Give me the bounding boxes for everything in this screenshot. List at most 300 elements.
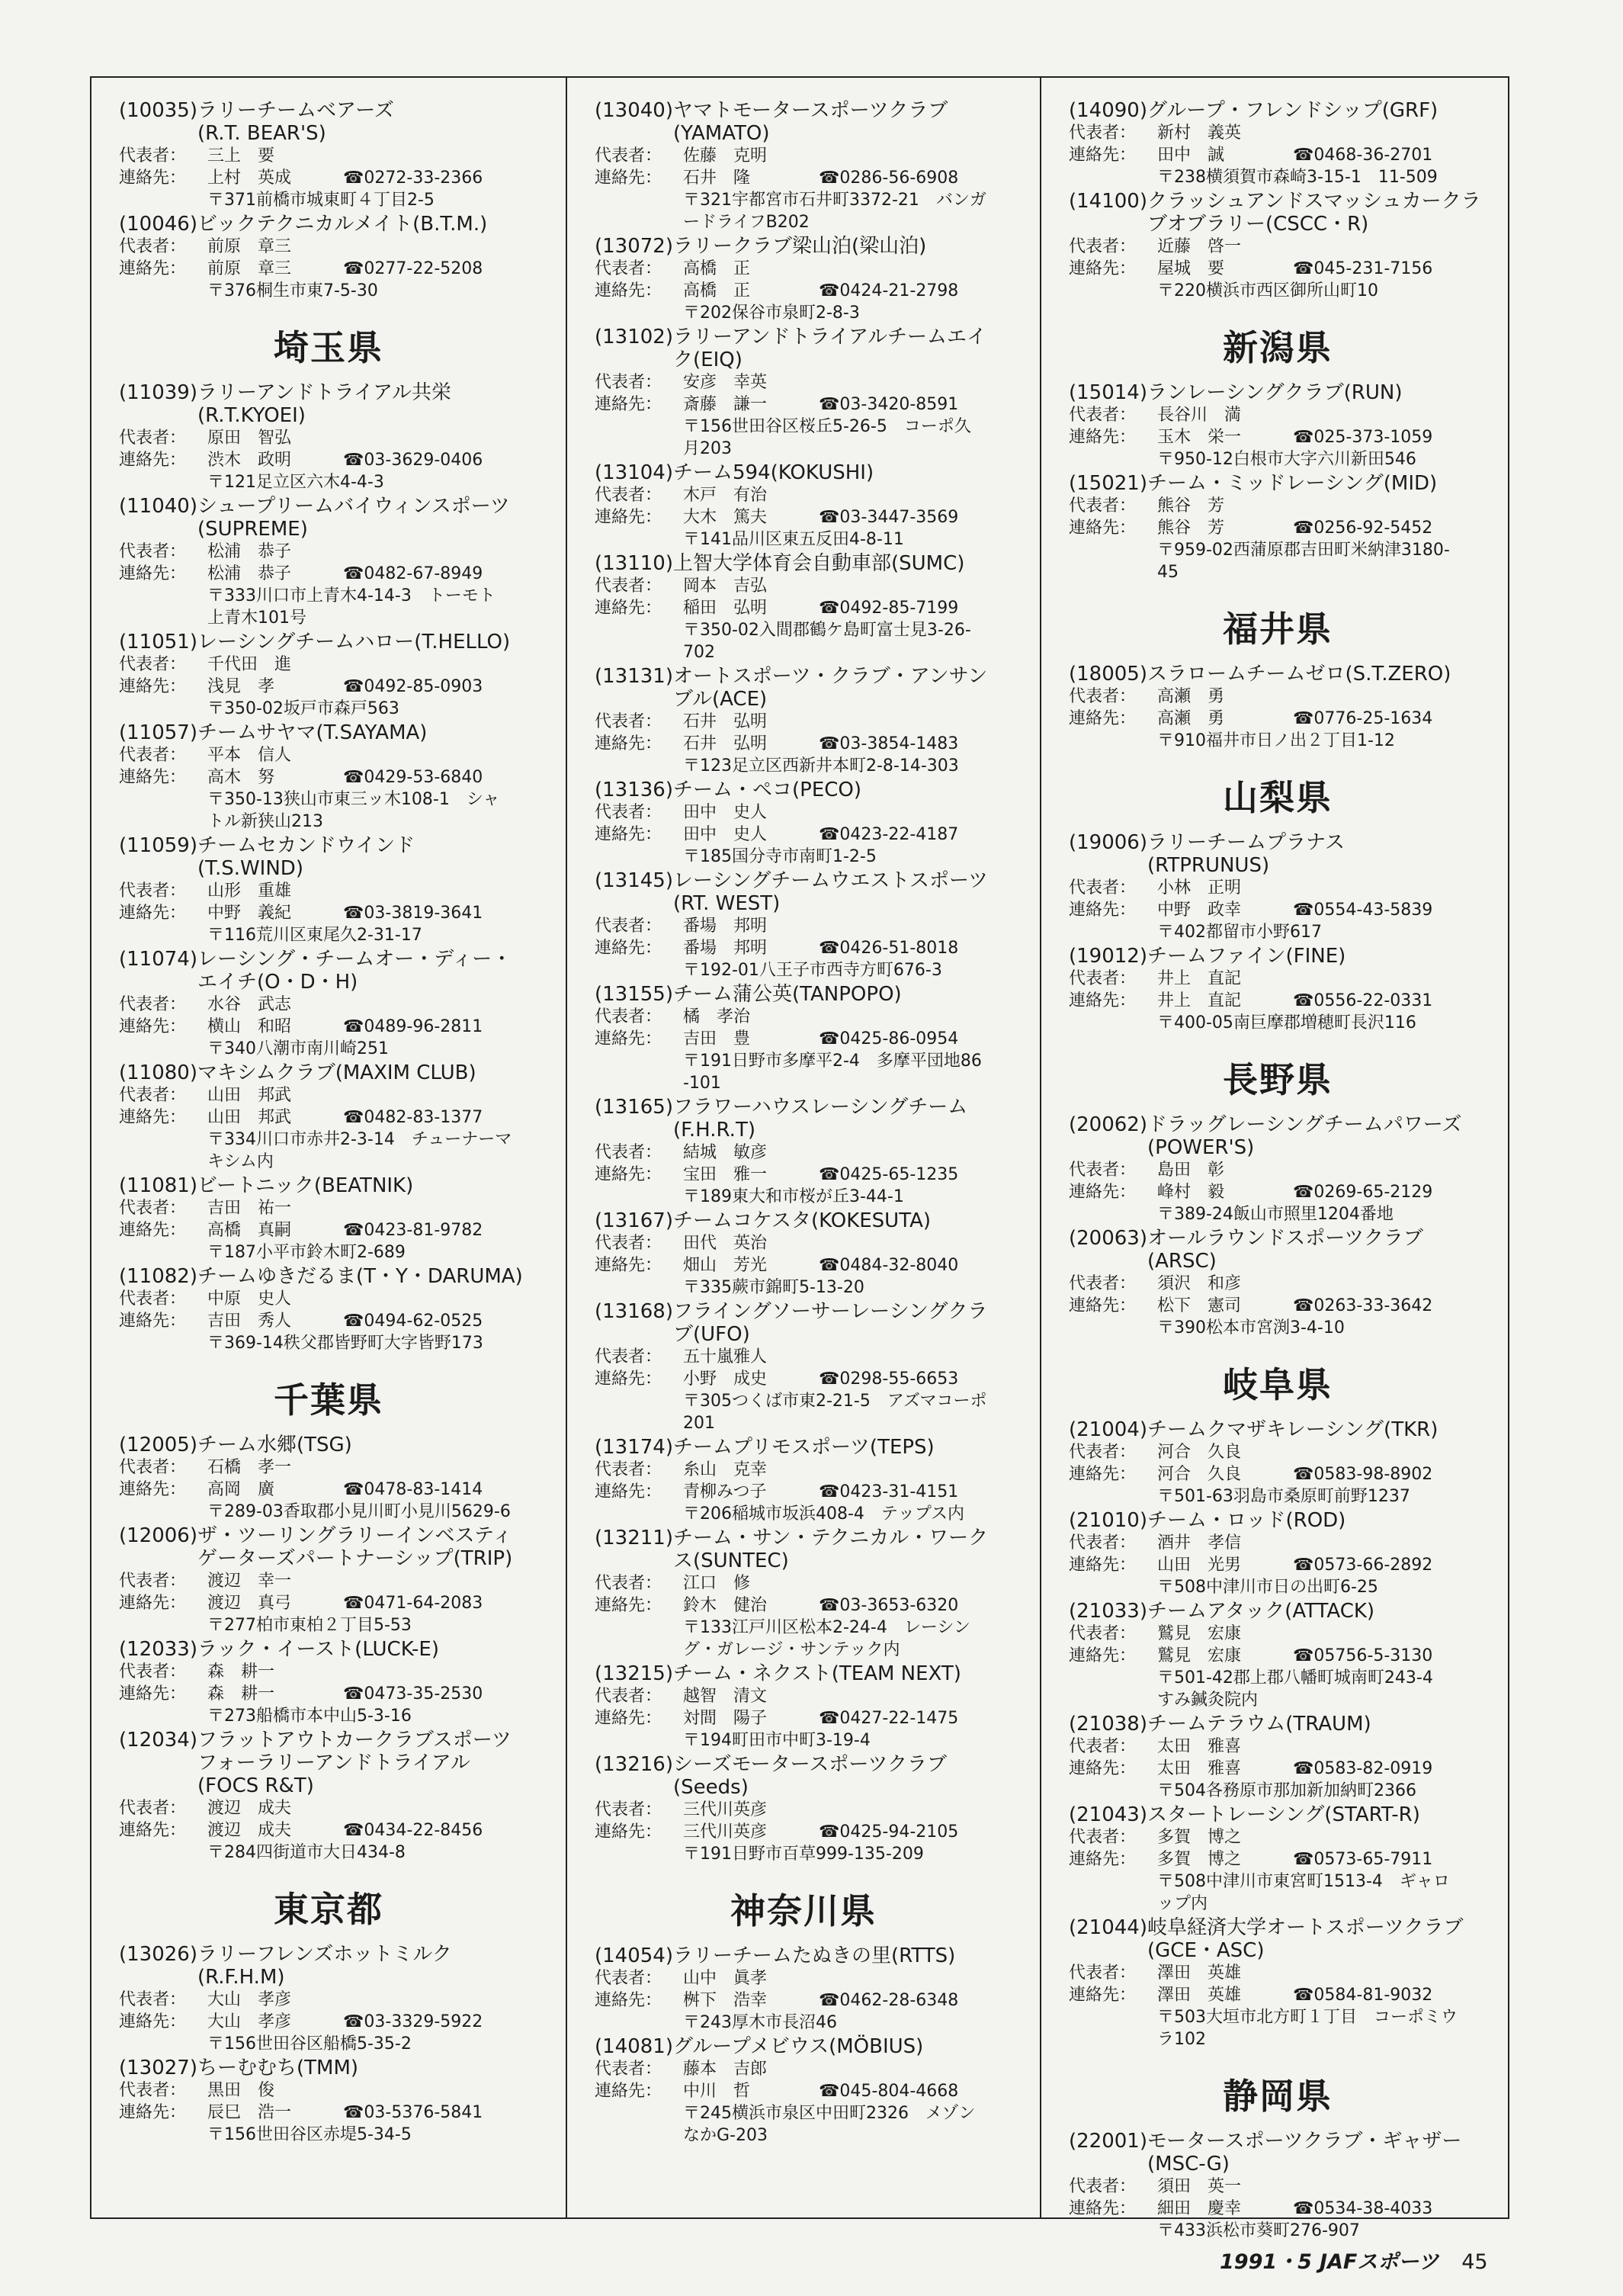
club-entry (1069, 2130, 1487, 2242)
club-entry (119, 381, 538, 493)
representative-row (119, 1084, 538, 1106)
postal-address: 〒191日野市百草999-135-209 (683, 1845, 924, 1864)
contact-label: 連絡先： (595, 1709, 662, 1728)
club-code: (15014) (1069, 381, 1147, 404)
contact-row (1069, 1181, 1487, 1203)
club-name: チームコケスタ(KOKESUTA) (673, 1209, 932, 1232)
club-code: (11051) (119, 631, 197, 653)
phone-number: ☎0484-32-8040 (819, 1256, 959, 1275)
representative-name: 長谷川 満 (1157, 406, 1242, 425)
contact-label: 連絡先： (595, 1029, 662, 1048)
postal-address: 〒305つくば市東2-21-5 アズマコーポ 201 (683, 1392, 987, 1433)
phone-number: ☎0425-86-0954 (819, 1029, 959, 1048)
contact-row (119, 1479, 538, 1501)
club-header (1069, 1113, 1487, 1159)
postal-address: 〒369-14秩父郡皆野町大字皆野173 (207, 1334, 483, 1353)
contact-row (1069, 258, 1487, 280)
contact-row (119, 1683, 538, 1705)
contact-name: 対間 陽子 (683, 1709, 768, 1728)
club-entry (1069, 1713, 1487, 1802)
representative-name: 五十嵐雅人 (683, 1347, 768, 1366)
representative-label: 代表者： (595, 576, 662, 596)
representative-row (119, 236, 538, 258)
postal-address: 〒191日野市多摩平2-4 多摩平団地86 -101 (683, 1052, 982, 1093)
representative-name: 多賀 博之 (1157, 1828, 1242, 1847)
club-header (595, 869, 1012, 915)
phone-number: ☎0426-51-8018 (819, 939, 959, 958)
club-entry (595, 665, 1012, 777)
club-header (119, 1943, 538, 1989)
club-code: (13211) (595, 1527, 673, 1549)
contact-name: 大木 篤夫 (683, 508, 768, 527)
representative-name: 番場 邦明 (683, 917, 768, 936)
representative-label: 代表者： (119, 1990, 187, 2009)
contact-name: 桝下 浩幸 (683, 1991, 768, 2010)
contact-row (119, 1592, 538, 1614)
postal-address: 〒950-12白根市大字六川新田546 (1157, 450, 1416, 469)
representative-label: 代表者： (595, 373, 662, 392)
club-header (595, 1944, 1012, 1967)
postal-address: 〒202保谷市泉町2-8-3 (683, 303, 860, 323)
representative-name: 前原 章三 (207, 237, 292, 256)
contact-label: 連絡先： (119, 1480, 187, 1499)
contact-label: 連絡先： (1069, 1183, 1137, 1202)
contact-row (119, 676, 538, 698)
representative-name: 糸山 克幸 (683, 1460, 768, 1479)
contact-name: 鷲見 宏康 (1157, 1646, 1242, 1665)
contact-name: 横山 和昭 (207, 1017, 292, 1036)
contact-label: 連絡先： (1069, 259, 1137, 278)
representative-name: 澤田 英雄 (1157, 1964, 1242, 1983)
club-code: (21033) (1069, 1600, 1147, 1623)
representative-row (119, 1570, 538, 1592)
contact-label: 連絡先： (1069, 901, 1137, 920)
representative-label: 代表者： (1069, 1828, 1137, 1847)
club-entry (119, 1265, 538, 1354)
contact-name: 山田 光男 (1157, 1556, 1242, 1575)
representative-row (595, 575, 1012, 597)
club-entry (119, 495, 538, 629)
contact-row (119, 1016, 538, 1038)
representative-name: 大山 孝彦 (207, 1990, 292, 2009)
club-name: レーシング・チームオー・ディー・ エイチ(O・D・H) (197, 948, 512, 994)
phone-number: ☎0492-85-0903 (343, 677, 483, 696)
contact-row (1069, 1554, 1487, 1576)
contact-row (1069, 426, 1487, 448)
representative-label: 代表者： (595, 1234, 662, 1253)
representative-label: 代表者： (1069, 1443, 1137, 1462)
contact-label: 連絡先： (595, 395, 662, 414)
contact-row (595, 1368, 1012, 1390)
contact-name: 中川 哲 (683, 2082, 751, 2101)
club-code: (10035) (119, 99, 197, 122)
representative-row (119, 1456, 538, 1479)
contact-name: 松浦 恭子 (207, 564, 292, 583)
contact-row (1069, 144, 1487, 166)
representative-name: 三代川英彦 (683, 1800, 768, 1819)
club-code: (19012) (1069, 945, 1147, 968)
club-code: (11080) (119, 1061, 197, 1084)
phone-number: ☎03-5376-5841 (343, 2103, 483, 2122)
representative-row (119, 427, 538, 449)
contact-label: 連絡先： (595, 599, 662, 618)
column-2 (566, 78, 1023, 2217)
club-header (1069, 1418, 1487, 1441)
club-header (119, 213, 538, 236)
club-header (119, 834, 538, 880)
phone-number: ☎0573-66-2892 (1293, 1556, 1433, 1575)
phone-number: ☎0427-22-1475 (819, 1709, 959, 1728)
club-entry (595, 1300, 1012, 1434)
representative-label: 代表者： (119, 995, 187, 1014)
postal-address: 〒238横須賀市森崎3-15-1 11-509 (1157, 168, 1438, 187)
representative-label: 代表者： (119, 2081, 187, 2100)
representative-row (1069, 1962, 1487, 1984)
club-header (119, 1729, 538, 1797)
representative-name: 吉田 祐一 (207, 1199, 292, 1218)
contact-row (595, 2080, 1012, 2102)
postal-address: 〒156世田谷区桜丘5-26-5 コーポ久 月203 (683, 417, 971, 458)
club-header (595, 983, 1012, 1006)
club-name: チームテラウム(TRAUM) (1147, 1713, 1371, 1736)
phone-number: ☎0272-33-2366 (343, 169, 483, 188)
contact-name: 高岡 廣 (207, 1480, 275, 1499)
contact-name: 上村 英成 (207, 169, 292, 188)
representative-row (595, 1006, 1012, 1028)
prefecture-heading: 埼玉県 (274, 327, 383, 368)
contact-name: 高橋 正 (683, 281, 751, 300)
club-entry (595, 1096, 1012, 1208)
contact-label: 連絡先： (1069, 1850, 1137, 1869)
postal-address: 〒504各務原市那加新加納町2366 (1157, 1781, 1416, 1800)
contact-name: 宝田 雅一 (683, 1165, 768, 1184)
contact-name: 高木 努 (207, 768, 275, 787)
contact-label: 連絡先： (119, 564, 187, 583)
representative-row (119, 1661, 538, 1683)
club-header (119, 495, 538, 541)
representative-row (1069, 495, 1487, 517)
club-header (1069, 381, 1487, 404)
club-entry (1069, 1916, 1487, 2050)
postal-address: 〒116荒川区東尾久2-31-17 (207, 926, 422, 945)
postal-address: 〒959-02西蒲原郡吉田町米納津3180- 45 (1157, 541, 1450, 582)
postal-address: 〒284四街道市大日434-8 (207, 1843, 406, 1862)
club-name: フラットアウトカークラブスポーツ フォーラリーアンドトライアル (FOCS R&T) (197, 1729, 512, 1797)
representative-row (119, 1797, 538, 1819)
club-code: (14100) (1069, 190, 1147, 213)
club-entry (119, 631, 538, 720)
representative-label: 代表者： (595, 2060, 662, 2079)
club-entry (1069, 1600, 1487, 1711)
phone-number: ☎0269-65-2129 (1293, 1183, 1433, 1202)
representative-row (1069, 1532, 1487, 1554)
contact-label: 連絡先： (119, 169, 187, 188)
club-header (595, 1753, 1012, 1799)
representative-label: 代表者： (1069, 687, 1137, 706)
postal-address: 〒389-24飯山市照里1204番地 (1157, 1205, 1394, 1224)
representative-label: 代表者： (119, 1458, 187, 1477)
representative-name: 水谷 武志 (207, 995, 292, 1014)
representative-name: 井上 直記 (1157, 969, 1242, 988)
club-header (1069, 1600, 1487, 1623)
representative-label: 代表者： (595, 1969, 662, 1988)
contact-row (595, 506, 1012, 528)
representative-name: 三上 要 (207, 146, 275, 165)
club-entry (1069, 1227, 1487, 1339)
contact-label: 連絡先： (119, 1312, 187, 1331)
club-entry (595, 1527, 1012, 1661)
representative-label: 代表者： (119, 1799, 187, 1818)
club-entry (595, 1944, 1012, 2034)
club-header (119, 381, 538, 427)
club-entry (1069, 190, 1487, 302)
phone-number: ☎0462-28-6348 (819, 1991, 959, 2010)
representative-label: 代表者： (119, 1572, 187, 1591)
phone-number: ☎0425-65-1235 (819, 1165, 959, 1184)
representative-label: 代表者： (1069, 1624, 1137, 1643)
page-footer (1220, 2245, 1488, 2275)
representative-name: 熊谷 芳 (1157, 496, 1225, 515)
contact-label: 連絡先： (119, 1821, 187, 1840)
contact-name: 田中 誠 (1157, 146, 1225, 165)
contact-label: 連絡先： (1069, 1646, 1137, 1665)
representative-row (595, 1232, 1012, 1254)
club-header (595, 2035, 1012, 2058)
club-entry (119, 834, 538, 946)
phone-number: ☎03-3854-1483 (819, 734, 959, 753)
representative-name: 高橋 正 (683, 259, 751, 278)
club-name: チーム・ミッドレーシング(MID) (1147, 472, 1438, 495)
phone-number: ☎0776-25-1634 (1293, 709, 1433, 728)
representative-row (119, 1989, 538, 2011)
contact-label: 連絡先： (595, 1370, 662, 1389)
phone-number: ☎0489-96-2811 (343, 1017, 483, 1036)
phone-number: ☎0473-35-2530 (343, 1684, 483, 1704)
representative-label: 代表者： (1069, 406, 1137, 425)
club-code: (11074) (119, 948, 197, 971)
club-header (1069, 1916, 1487, 1962)
postal-address: 〒501-63羽島市桑原町前野1237 (1157, 1487, 1410, 1506)
club-code: (13165) (595, 1096, 673, 1119)
contact-name: 大山 孝彦 (207, 2012, 292, 2031)
club-code: (13145) (595, 869, 673, 892)
representative-row (1069, 1441, 1487, 1463)
representative-name: 千代田 進 (207, 655, 292, 674)
representative-label: 代表者： (595, 1574, 662, 1593)
representative-label: 代表者： (119, 1199, 187, 1218)
postal-address: 〒156世田谷区船橋5-35-2 (207, 2034, 412, 2054)
postal-address: 〒371前橋市城東町４丁目2-5 (207, 191, 435, 210)
representative-label: 代表者： (1069, 1161, 1137, 1180)
club-header (595, 1096, 1012, 1142)
phone-number: ☎0429-53-6840 (343, 768, 483, 787)
representative-label: 代表者： (119, 542, 187, 561)
representative-label: 代表者： (595, 1007, 662, 1026)
club-code: (13026) (119, 1943, 197, 1966)
representative-label: 代表者： (595, 803, 662, 822)
club-entry (595, 235, 1012, 324)
club-entry (119, 1524, 538, 1636)
phone-number: ☎03-3329-5922 (343, 2012, 483, 2031)
club-name: ちーむむち(TMM) (197, 2057, 359, 2079)
postal-address: 〒206稲城市坂浜408-4 テップス内 (683, 1504, 965, 1524)
club-code: (15021) (1069, 472, 1147, 495)
club-entry (1069, 945, 1487, 1034)
club-entry (119, 721, 538, 833)
representative-name: 須田 英一 (1157, 2177, 1242, 2196)
contact-name: 山田 邦武 (207, 1108, 292, 1127)
contact-label: 連絡先： (119, 677, 187, 696)
representative-name: 渡辺 幸一 (207, 1572, 292, 1591)
contact-name: 中野 義紀 (207, 904, 292, 923)
representative-label: 代表者： (1069, 237, 1137, 256)
representative-name: 高瀬 勇 (1157, 687, 1225, 706)
contact-label: 連絡先： (1069, 1759, 1137, 1778)
club-name: チームゆきだるま(T・Y・DARUMA) (197, 1265, 523, 1288)
representative-name: 新村 義英 (1157, 124, 1242, 143)
contact-name: 吉田 秀人 (207, 1312, 292, 1331)
contact-row (1069, 1295, 1487, 1317)
club-header (119, 1524, 538, 1570)
representative-name: 越智 清文 (683, 1687, 768, 1706)
representative-name: 河合 久良 (1157, 1443, 1242, 1462)
contact-name: 太田 雅喜 (1157, 1759, 1242, 1778)
representative-row (1069, 1623, 1487, 1645)
contact-label: 連絡先： (1069, 428, 1137, 447)
postal-address: 〒123足立区西新井本町2-8-14-303 (683, 756, 959, 776)
contact-label: 連絡先： (119, 259, 187, 278)
representative-name: 石橋 孝一 (207, 1458, 292, 1477)
contact-row (595, 1481, 1012, 1503)
representative-name: 酒井 孝信 (1157, 1533, 1242, 1553)
representative-row (119, 880, 538, 902)
club-header (119, 1265, 538, 1288)
phone-number: ☎0277-22-5208 (343, 259, 483, 278)
contact-row (119, 1310, 538, 1332)
postal-address: 〒185国分寺市南町1-2-5 (683, 847, 877, 866)
club-code: (13131) (595, 665, 673, 688)
contact-row (119, 902, 538, 924)
phone-number: ☎05756-5-3130 (1293, 1646, 1433, 1665)
postal-address: 〒192-01八王子市西寺方町676-3 (683, 961, 942, 980)
postal-address: 〒335蕨市錦町5-13-20 (683, 1278, 864, 1297)
contact-row (119, 2102, 538, 2124)
postal-address: 〒503大垣市北方町１丁目 コーポミウ ラ102 (1157, 2008, 1458, 2049)
contact-name: 小野 成史 (683, 1370, 768, 1389)
club-name: ラリーチームプラナス (RTPRUNUS) (1147, 831, 1345, 877)
contact-row (1069, 1758, 1487, 1780)
club-entry (595, 869, 1012, 981)
representative-row (595, 371, 1012, 393)
phone-number: ☎03-3420-8591 (819, 395, 959, 414)
contact-name: 井上 直記 (1157, 991, 1242, 1010)
representative-row (1069, 1159, 1487, 1181)
club-name: チームプリモスポーツ(TEPS) (673, 1436, 935, 1459)
club-code: (21038) (1069, 1713, 1147, 1736)
club-name: ラリーフレンズホットミルク (R.F.H.M) (197, 1943, 452, 1989)
phone-number: ☎0425-94-2105 (819, 1822, 959, 1842)
representative-label: 代表者： (1069, 1737, 1137, 1756)
phone-number: ☎0423-22-4187 (819, 825, 959, 844)
club-entry (119, 1943, 538, 2055)
contact-label: 連絡先： (1069, 519, 1137, 538)
contact-label: 連絡先： (595, 2082, 662, 2101)
representative-label: 代表者： (1069, 1274, 1137, 1293)
club-entry (595, 1436, 1012, 1525)
club-header (1069, 1803, 1487, 1826)
representative-name: 田中 史人 (683, 803, 768, 822)
club-code: (14054) (595, 1944, 673, 1967)
club-code: (20063) (1069, 1227, 1147, 1250)
club-entry (119, 1729, 538, 1864)
representative-name: 中原 史人 (207, 1289, 292, 1309)
phone-number: ☎0263-33-3642 (1293, 1296, 1433, 1315)
representative-row (1069, 122, 1487, 144)
club-name: チームクマザキレーシング(TKR) (1147, 1418, 1439, 1441)
postal-address: 〒194町田市中町3-19-4 (683, 1731, 871, 1750)
club-code: (13027) (119, 2057, 197, 2079)
contact-name: 畑山 芳光 (683, 1256, 768, 1275)
representative-name: 小林 正明 (1157, 878, 1242, 898)
contact-label: 連絡先： (595, 508, 662, 527)
representative-row (119, 145, 538, 167)
representative-row (595, 145, 1012, 167)
contact-name: 斎藤 謙一 (683, 395, 768, 414)
representative-label: 代表者： (119, 429, 187, 448)
contact-row (119, 1819, 538, 1842)
postal-address: 〒289-03香取郡小見川町小見川5629-6 (207, 1502, 511, 1521)
club-name: レーシングチームウエストスポーツ (RT. WEST) (673, 869, 989, 915)
club-code: (13216) (595, 1753, 673, 1776)
club-name: スタートレーシング(START-R) (1147, 1803, 1420, 1826)
club-code: (10046) (119, 213, 197, 236)
postal-address: 〒501-42郡上郡八幡町城南町243-4 すみ鍼灸院内 (1157, 1668, 1433, 1710)
club-code: (19006) (1069, 831, 1147, 854)
representative-row (119, 653, 538, 676)
contact-name: 鈴木 健治 (683, 1596, 768, 1615)
representative-name: 島田 彰 (1157, 1161, 1225, 1180)
representative-row (595, 801, 1012, 824)
club-name: 上智大学体育会自動車部(SUMC) (673, 552, 965, 575)
postal-address: 〒273船橋市本中山5-3-16 (207, 1707, 412, 1726)
representative-row (1069, 877, 1487, 899)
contact-name: 澤田 英雄 (1157, 1986, 1242, 2005)
club-name: オールラウンドスポーツクラブ (ARSC) (1147, 1227, 1423, 1273)
club-name: チーム・ロッド(ROD) (1147, 1509, 1346, 1532)
contact-label: 連絡先： (1069, 709, 1137, 728)
representative-row (1069, 236, 1487, 258)
representative-label: 代表者： (1069, 1533, 1137, 1553)
representative-name: 黒田 俊 (207, 2081, 275, 2100)
club-name: チーム・サン・テクニカル・ワーク ス(SUNTEC) (673, 1527, 989, 1572)
representative-row (595, 915, 1012, 937)
club-name: チーム水郷(TSG) (197, 1434, 352, 1456)
club-code: (13215) (595, 1662, 673, 1685)
club-entry (119, 2057, 538, 2146)
club-code: (14081) (595, 2035, 673, 2058)
contact-label: 連絡先： (119, 451, 187, 470)
representative-row (119, 541, 538, 563)
representative-label: 代表者： (595, 917, 662, 936)
club-header (119, 1638, 538, 1661)
representative-row (1069, 1273, 1487, 1295)
postal-address: 〒508中津川市東宮町1513-4 ギャロ ップ内 (1157, 1872, 1450, 1913)
contact-row (1069, 1645, 1487, 1667)
contact-row (595, 1594, 1012, 1617)
contact-name: 高橋 真嗣 (207, 1221, 292, 1240)
contact-name: 高瀬 勇 (1157, 709, 1225, 728)
phone-number: ☎0423-81-9782 (343, 1221, 483, 1240)
